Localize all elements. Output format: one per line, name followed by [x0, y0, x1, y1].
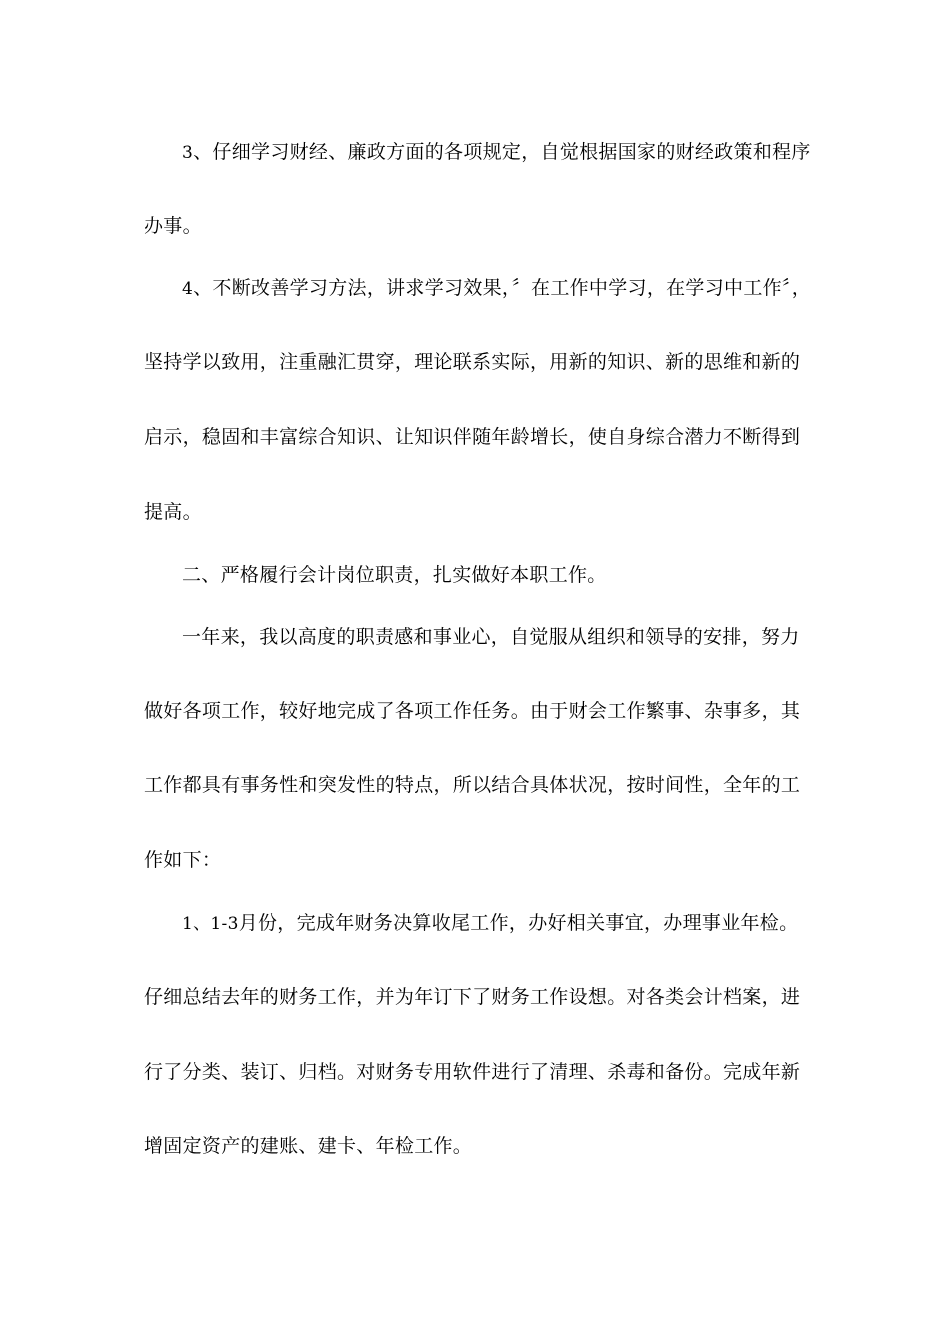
- paragraph-1-line-2: 仔细总结去年的财务工作，并为年订下了财务工作设想。对各类会计档案，进: [144, 986, 801, 1008]
- item-number: 4: [182, 279, 194, 299]
- paragraph-1-line-1: [182, 911, 798, 936]
- paragraph-3-line-1: [182, 140, 811, 165]
- paragraph-intro-line-4: 作如下：: [144, 849, 222, 871]
- paragraph-4-line-3: 启示，稳固和丰富综合知识、让知识伴随年龄增长，使自身综合潜力不断得到: [144, 426, 801, 448]
- paragraph-intro-line-2: 做好各项工作，较好地完成了各项工作任务。由于财会工作繁事、杂事多，其: [144, 700, 801, 722]
- paragraph-3-line-2: 办事。: [144, 215, 202, 237]
- paragraph-4-line-4: 提高。: [144, 501, 202, 523]
- section-heading: 二、严格履行会计岗位职责，扎实做好本职工作。: [182, 564, 607, 586]
- paragraph-intro-line-3: 工作都具有事务性和突发性的特点，所以结合具体状况，按时间性，全年的工: [144, 774, 801, 796]
- line-text: 月份，完成年财务决算收尾工作，办好相关事宜，办理事业年检。: [238, 912, 799, 934]
- paragraph-1-line-4: 增固定资产的建账、建卡、年检工作。: [144, 1135, 473, 1157]
- paragraph-intro-line-1: 一年来，我以高度的职责感和事业心，自觉服从组织和领导的安排，努力: [182, 626, 800, 648]
- line-text: 、仔细学习财经、廉政方面的各项规定，自觉根据国家的财经政策和程序: [193, 141, 811, 163]
- paragraph-1-line-3: 行了分类、装订、归档。对财务专用软件进行了清理、杀毒和备份。完成年新: [144, 1061, 801, 1083]
- paragraph-4-line-2: 坚持学以致用，注重融汇贯穿，理论联系实际，用新的知识、新的思维和新的: [144, 351, 801, 373]
- item-number: 1、1-3: [182, 914, 239, 934]
- item-number: 3: [182, 143, 194, 163]
- line-text: 、不断改善学习方法，讲求学习效果，〞在工作中学习，在学习中工作〞，: [193, 277, 812, 299]
- paragraph-4-line-1: [182, 276, 811, 301]
